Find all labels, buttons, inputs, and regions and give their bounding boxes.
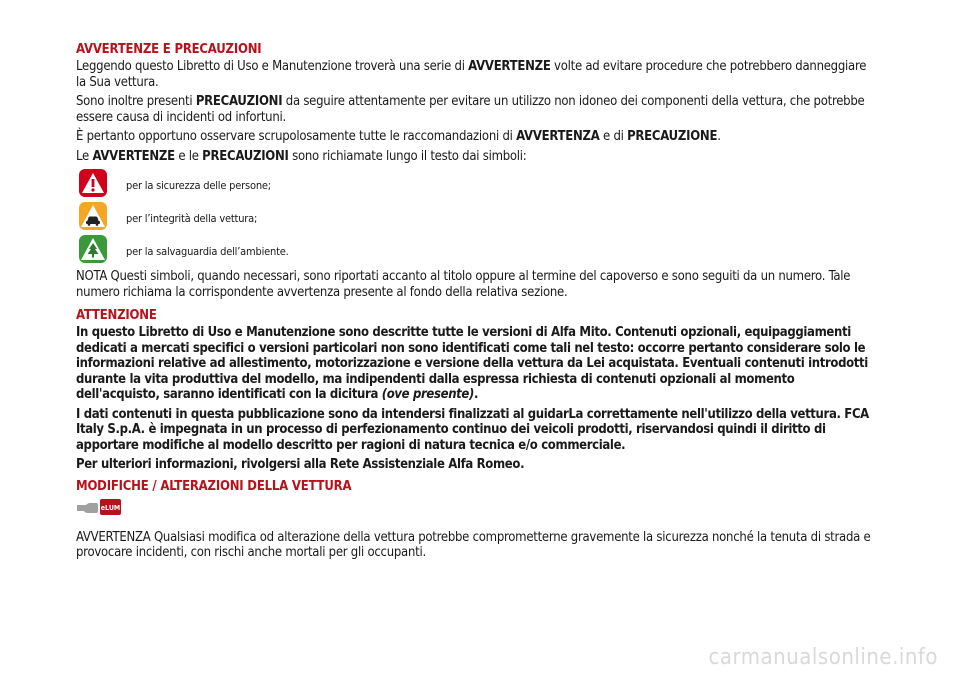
text: . <box>717 129 721 144</box>
text: e di <box>599 129 628 144</box>
symbol-text: per la sicurezza delle persone; <box>126 179 271 192</box>
attenzione-block <box>76 325 876 473</box>
paragraph-simboli <box>76 149 876 165</box>
car-icon <box>76 201 110 231</box>
paragraph-raccomandazioni <box>76 129 876 145</box>
elum-reference <box>76 496 876 518</box>
attenzione-paragraph-2: I dati contenuti in questa pubblicazione sono da intendersi finalizzati al guidarLa correttamente nell'utilizzo della vettura. FCA Italy S.p.A. è impegnata in un processo di perfezionamento continuo dei veicoli prodotti, riservandosi quindi il diritto di apportare modifiche al modello descritto per ragioni di natura tecnica e/o commerciale. <box>76 406 869 453</box>
bold-text: AVVERTENZE <box>92 148 175 164</box>
bold-text: PRECAUZIONI <box>195 94 283 109</box>
bold-text: AVVERTENZA <box>516 129 600 144</box>
attenzione-paragraph-1 <box>76 325 876 403</box>
section-title-avvertenze: AVVERTENZE E PRECAUZIONI <box>76 42 262 57</box>
pointing-hand-icon <box>76 498 122 516</box>
section-title-attenzione: ATTENZIONE <box>76 308 157 323</box>
section-title-modifiche: MODIFICHE / ALTERAZIONI DELLA VETTURA <box>76 478 352 494</box>
italic-text: (ove presente) <box>381 387 475 402</box>
nota-paragraph: NOTA Questi simboli, quando necessari, sono riportati accanto al titolo oppure al termine del capoverso e sono seguiti da un numero. Tale numero richiama la corrispondente avvertenza presente al fondo della relativa sezione. <box>76 269 851 300</box>
bold-text: PRECAUZIONE <box>627 129 718 144</box>
text: In questo Libretto di Uso e Manutenzione sono descritte tutte le versioni di Alfa Mito. Contenuti opzionali, equipaggiamenti dedicati a mercati specifici o versioni particolari non sono identificati come tali nel testo: occorre pertanto considerare solo le informazioni relative ad allestimento, motorizzazione e versione della vettura da Lei acquistata. Eventuali contenuti introdotti durante la vita produttiva del modello, ma indipendenti dalla espressa richiesta di contenuti opzionali al momento dell'acquisto, saranno identificati con la dicitura <box>76 325 868 402</box>
text: È pertanto opportuno osservare scrupolosamente tutte le raccomandazioni di <box>76 129 517 144</box>
text: sono richiamate lungo il testo dai simboli: <box>288 148 527 164</box>
elum-badge-text: eLUM <box>100 503 121 512</box>
text: volte ad evitare procedure che potrebbero danneggiare la Sua vettura. <box>76 59 867 90</box>
modifiche-paragraph: AVVERTENZA Qualsiasi modifica od alterazione della vettura potrebbe comprometterne gravemente la sicurezza nonché la tenuta di strada e provocare incidenti, con rischi anche mortali per gli occupanti. <box>76 529 871 560</box>
symbol-row-vettura <box>76 199 876 232</box>
text: Sono inoltre presenti <box>76 94 196 109</box>
attenzione-paragraph-3: Per ulteriori informazioni, rivolgersi alla Rete Assistenziale Alfa Romeo. <box>76 457 525 472</box>
symbol-row-ambiente <box>76 232 876 265</box>
watermark: carmanualsonline.info <box>708 645 938 670</box>
paragraph-intro <box>76 59 876 90</box>
bold-text: PRECAUZIONI <box>202 148 289 164</box>
paragraph-precauzioni <box>76 94 876 125</box>
symbol-text: per l’integrità della vettura; <box>126 212 258 225</box>
text: Le <box>76 148 93 164</box>
warning-person-icon <box>76 168 110 198</box>
bold-text: AVVERTENZE <box>468 59 551 74</box>
symbol-text: per la salvaguardia dell’ambiente. <box>126 245 289 258</box>
tree-icon <box>76 234 110 264</box>
text: da seguire attentamente per evitare un utilizzo non idoneo dei componenti della vettura, che potrebbe essere causa di incidenti od infortuni. <box>76 94 865 125</box>
symbol-row-persone <box>76 166 876 199</box>
text: e le <box>174 148 203 164</box>
text: . <box>474 387 479 402</box>
text: Leggendo questo Libretto di Uso e Manutenzione troverà una serie di <box>76 59 469 74</box>
page-content <box>76 42 876 565</box>
